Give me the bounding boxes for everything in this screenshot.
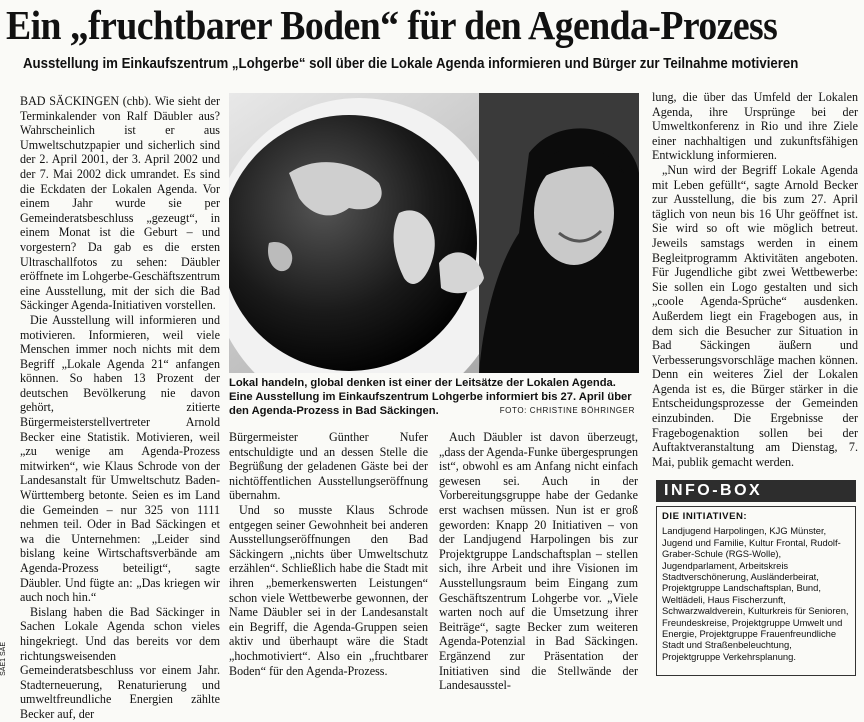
paragraph: Und so musste Klaus Schrode entgegen seiner Gewohnheit bei anderen Ausstellungseröffnungen den Bad Säckingern „nichts über Umweltschutz erzählen“. Schließlich habe die Stadt mit ihren „bemerkenswerten Leistungen“ schon viele Wettbewerbe gewonnen, der Name Däubler sei in der Landesanstalt ein Begriff, die Agenda-Gruppen seien aktiv und überhaupt wäre die Stadt „hochmotiviert“. Also ein „fruchtbarer Boden“ für den Agenda-Prozess. [229,502,428,678]
paragraph: „Nun wird der Begriff Lokale Agenda mit Leben gefüllt“, sagte Arnold Becker zur Ausstellung, die bis zum 27. April täglich von neun bis 16 Uhr geöffnet ist. Sie wird so oft wie möglich betreut. Jeweils samstags werden in einem Begleitprogramm Aktivitäten angeboten. Für Jugendliche gibt zwei Wettbewerbe: Sie sollen ein Logo gestalten und sich „coole Agenda-Sprüche“ ausdenken. Außerdem liegt ein Fragebogen aus, in dem sich die Besucher zur Situation in Bad Säckingen äußern und Verbesserungsvorschläge machen können. Denn ein weiteres Ziel der Lokalen Agenda ist es, die Bürger stärker in die Entscheidungsprozesse der Gemeinden einzubinden. Die Ergebnisse der Fragebogenaktion sollen bei der Auftaktveranstaltung am Dienstag, 7. Mai, publik gemacht werden. [652,162,858,469]
infobox [656,506,856,676]
side-mark: SAE1 SAE [0,642,7,676]
photo-credit: FOTO: CHRISTINE BÖHRINGER [499,406,635,415]
paragraph: lung, die über das Umfeld der Lokalen Agenda, ihre Ursprünge bei der Umweltkonferenz in Rio und ihre Ziele einer nachhaltigen und zukunftsfähigen Entwicklung informieren. [652,90,858,163]
paragraph: Bislang haben die Bad Säckinger in Sachen Lokale Agenda schon vieles hingekriegt. Und das bereits vor dem richtungsweisenden Gemeinderatsbeschluss vor einem Jahr. Stadterneuerung, Renaturierung und umweltfreundliche Energien zählte Becker auf, der [20,604,220,721]
infobox-title: INFO-BOX [656,480,856,502]
subheadline: Ausstellung im Einkaufszentrum „Lohgerbe“ soll über die Lokale Agenda informieren und Bürger zur Teilnahme motivieren [23,56,799,72]
photo-globe-woman [229,93,639,373]
paragraph: Bürgermeister Günther Nufer entschuldigte und an dessen Stelle die Begrüßung der geladenen Gäste bei der nichtöffentlichen Ausstellungseröffnung übernahm. [229,430,428,503]
paragraph: Auch Däubler ist davon überzeugt, „dass der Agenda-Funke übergesprungen ist“, obwohl es am Anfang nicht einfach gewesen sei. Auch in der Vorbereitungsgruppe habe der Gedanke erst wachsen müssen. Nun ist er groß geworden: Knapp 20 Initiativen – von der Landjugend Harpolingen bis zur Projektgruppe Landschaftsplan – stellen sich, ihre Arbeit und ihre Visionen im Ausstellungsraum beim Eingang zum Geschäftszentrum Lohgerbe vor. „Viele warten noch auf die Umsetzung ihrer Beiträge“, sagte Becker zum weiteren Agenda-Potenzial in Bad Säckingen. Ergänzend zur Präsentation der Initiativen sind die Stellwände der Landesausstel- [439,430,638,693]
article-column-2 [229,430,428,678]
headline: Ein „fruchtbarer Boden“ für den Agenda-Prozess [6,2,778,48]
infobox-heading: DIE INITIATIVEN: [662,511,748,522]
paragraph: Die Ausstellung will informieren und motivieren. Informieren, weil viele Menschen immer noch nichts mit dem Begriff „Lokale Agenda 21“ anfangen können. So haben 13 Prozent der deutschen Bevölkerung nie davon gehört, zitierte Bürgermeisterstellvertreter Arnold Becker eine Statistik. Motivieren, weil „zu wenige am Agenda-Prozess mitwirken“, wie Klaus Schrode von der Landesanstalt für Umweltschutz Baden-Württemberg betonte. Seien es im Land die Gemeinden – nur 325 von 1111 nehmen teil. Oder in Bad Säckingen et wa die Unternehmen: „Leider sind bislang keine Wirtschaftsverbände am Agenda-Prozess beteiligt“, sagte Däubler. Und fügte an: „Das kriegen wir auch noch hin.“ [20,312,220,605]
article-column-4 [652,90,858,469]
caption-text: Lokal handeln, global denken ist einer der Leitsätze der Lokalen Agenda. Eine Ausstellung im Einkaufszentrum Lohgerbe informiert bis 27. April über den Agenda-Prozess in Bad Säckingen. [229,377,632,417]
article-column-1 [20,94,220,722]
photo-caption [229,376,639,418]
paragraph: BAD SÄCKINGEN (chb). Wie sieht der Terminkalender von Ralf Däubler aus? Wahrscheinlich ist er aus Umweltschutzpapier und sicherlich sind der 2. April 2001, der 3. April 2002 und der 7. Mai 2002 dick umrandet. Es sind die Eckdaten der Lokalen Agenda. Vor einem Jahr wurde sie per Gemeinderatsbeschluss „gezeugt“, in einem Monat ist die Geburt – und vorgestern? Da gab es die ersten Ultraschallfotos zu sehen: Däubler eröffnete im Lohgerbe-Geschäftszentrum eine Ausstellung, mit der sich die Bad Säckinger Agenda-Initiativen vorstellen. [20,94,220,313]
infobox-text: Landjugend Harpolingen, KJG Münster, Jugend und Familie, Kultur Frontal, Rudolf-Graber-Schule (RGS-Wolle), Jugendparlament, Arbeitskreis Stadtverschönerung, Ausländerbeirat, Projektgruppe Landschaftsplan, Bund, Weltlädeli, Haus Fischerzunft, Schwarzwaldverein, Kulturkreis für Senioren, Freundeskreise, Projektgruppe Umwelt und Energie, Projektgruppe Frauenfreundliche Stadt und Straßenbeleuchtung, Projektgruppe Verkehrsplanung. [662,525,849,662]
article-photo [229,93,639,373]
article-column-3 [439,430,638,693]
